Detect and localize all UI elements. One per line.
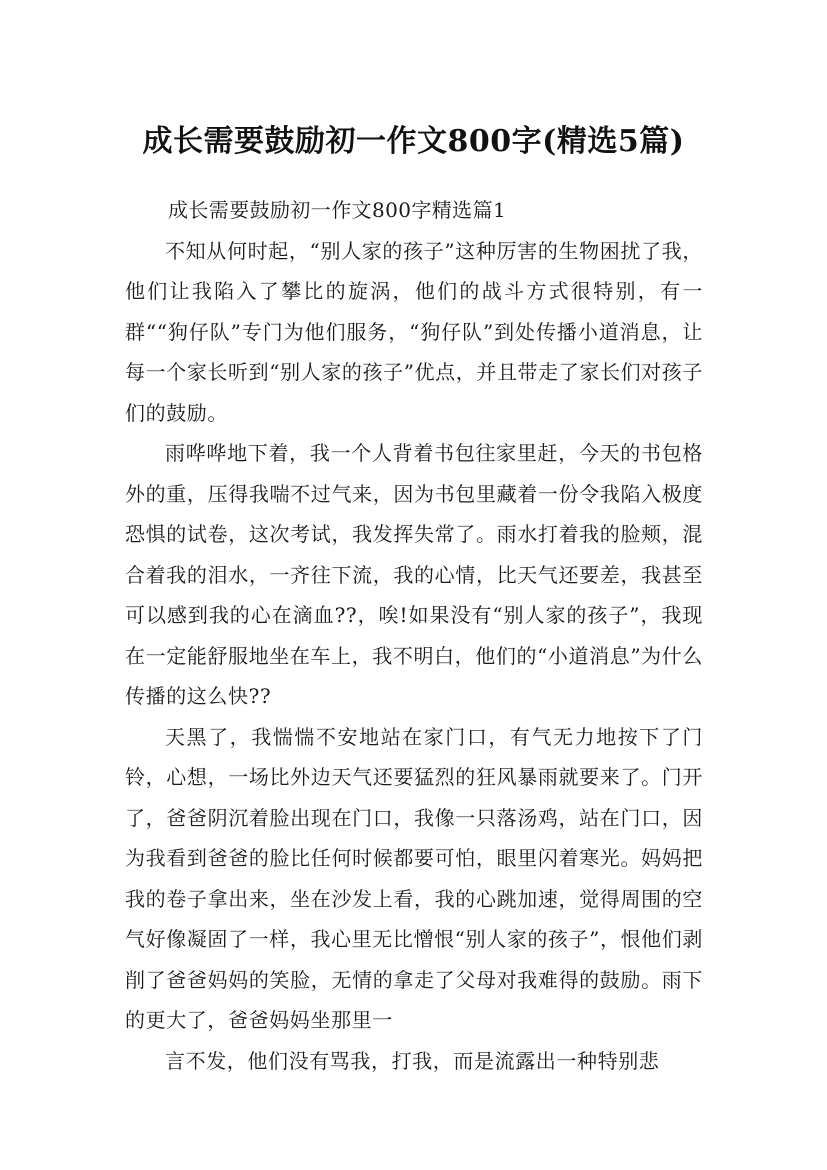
section-subtitle: 成长需要鼓励初一作文800字精选篇1 xyxy=(168,198,507,222)
paragraph-1: 不知从何时起，“别人家的孩子”这种厉害的生物困扰了我，他们让我陷入了攀比的旋涡，他们的战斗方式很特别，有一群““狗仔队”专门为他们服务，“狗仔队”到处传播小道消息，让每一个家长听到“别人家的孩子”优点，并且带走了家长们对孩子们的鼓励。 xyxy=(125,238,703,425)
paragraph-3: 天黑了，我惴惴不安地站在家门口，有气无力地按下了门铃，心想，一场比外边天气还要猛烈的狂风暴雨就要来了。门开了，爸爸阴沉着脸出现在门口，我像一只落汤鸡，站在门口，因为我看到爸爸的脸比任何时候都要可怕，眼里闪着寒光。妈妈把我的卷子拿出来，坐在沙发上看，我的心跳加速，觉得周围的空气好像凝固了一样，我心里无比憎恨“别人家的孩子”，恨他们剥削了爸爸妈妈的笑脸，无情的拿走了父母对我难得的鼓励。雨下的更大了，爸爸妈妈坐那里一 xyxy=(125,724,703,1032)
article-body xyxy=(125,190,703,1081)
paragraph-2: 雨哗哗地下着，我一个人背着书包往家里赶，今天的书包格外的重，压得我喘不过气来，因为书包里藏着一份令我陷入极度恐惧的试卷，这次考试，我发挥失常了。雨水打着我的脸颊，混合着我的泪水，一齐往下流，我的心情，比天气还要差，我甚至可以感到我的心在滴血??，唉!如果没有“别人家的孩子”，我现在一定能舒服地坐在车上，我不明白，他们的“小道消息”为什么传播的这么快?? xyxy=(125,441,703,708)
document-title: 成长需要鼓励初一作文800字(精选5篇) xyxy=(142,124,685,160)
paragraph-4: 言不发，他们没有骂我，打我，而是流露出一种特别悲 xyxy=(165,1048,660,1073)
